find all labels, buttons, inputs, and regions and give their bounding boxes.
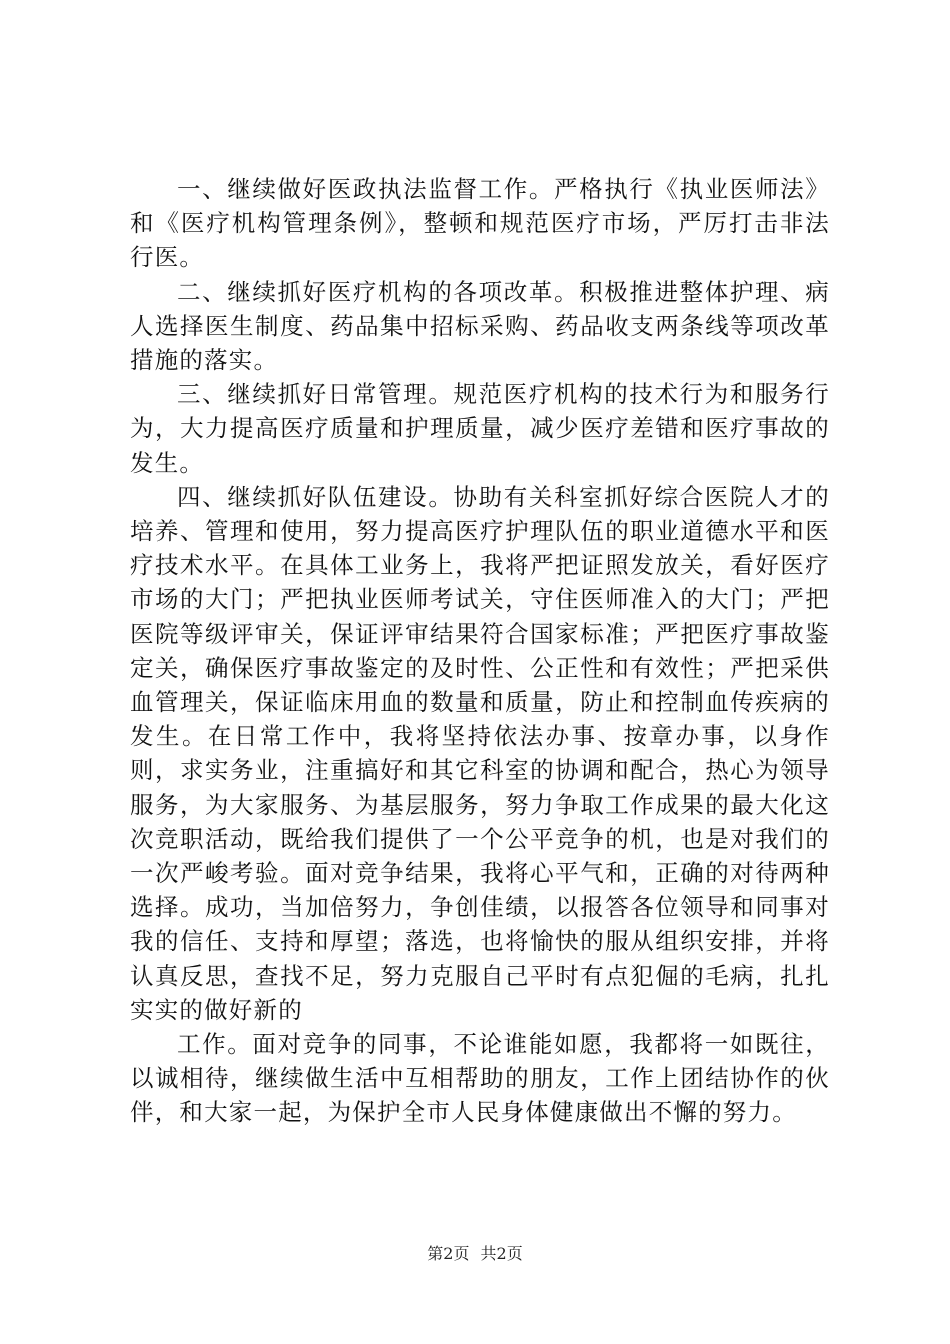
paragraph-2: 二、继续抓好医疗机构的各项改革。积极推进整体护理、病人选择医生制度、药品集中招标采购、药品收支两条线等项改革措施的落实。 [130, 277, 830, 375]
page-footer [0, 1244, 950, 1264]
paragraph-1: 一、继续做好医政执法监督工作。严格执行《执业医师法》和《医疗机构管理条例》，整顿和规范医疗市场，严厉打击非法行医。 [130, 175, 830, 272]
document-body [130, 172, 830, 1130]
paragraph-4: 四、继续抓好队伍建设。协助有关科室抓好综合医院人才的培养、管理和使用，努力提高医疗护理队伍的职业道德水平和医疗技术水平。在具体工业务上，我将严把证照发放关，看好医疗市场的大门；严把执业医师考试关，守住医师准入的大门；严把医院等级评审关，保证评审结果符合国家标准；严把医疗事故鉴定关，确保医疗事故鉴定的及时性、公正性和有效性；严把采供血管理关，保证临床用血的数量和质量，防止和控制血传疾病的发生。在日常工作中，我将坚持依法办事、按章办事，以身作则，求实务业，注重搞好和其它科室的协调和配合，热心为领导服务，为大家服务、为基层服务，努力争取工作成果的最大化这次竞职活动，既给我们提供了一个公平竞争的机，也是对我们的一次严峻考验。面对竞争结果，我将心平气和，正确的对待两种选择。成功，当加倍努力，争创佳绩，以报答各位领导和同事对我的信任、支持和厚望；落选，也将愉快的服从组织安排，并将认真反思，查找不足，努力克服自己平时有点犯倔的毛病，扎扎实实的做好新的 [130, 482, 830, 1024]
page-number-current: 第2页 [427, 1244, 470, 1263]
paragraph-3: 三、继续抓好日常管理。规范医疗机构的技术行为和服务行为，大力提高医疗质量和护理质量，减少医疗差错和医疗事故的发生。 [130, 380, 830, 477]
paragraph-5: 工作。面对竞争的同事，不论谁能如愿，我都将一如既往，以诚相待，继续做生活中互相帮助的朋友，工作上团结协作的伙伴，和大家一起，为保护全市人民身体健康做出不懈的努力。 [130, 1030, 830, 1127]
page-number-total: 共2页 [480, 1244, 523, 1263]
